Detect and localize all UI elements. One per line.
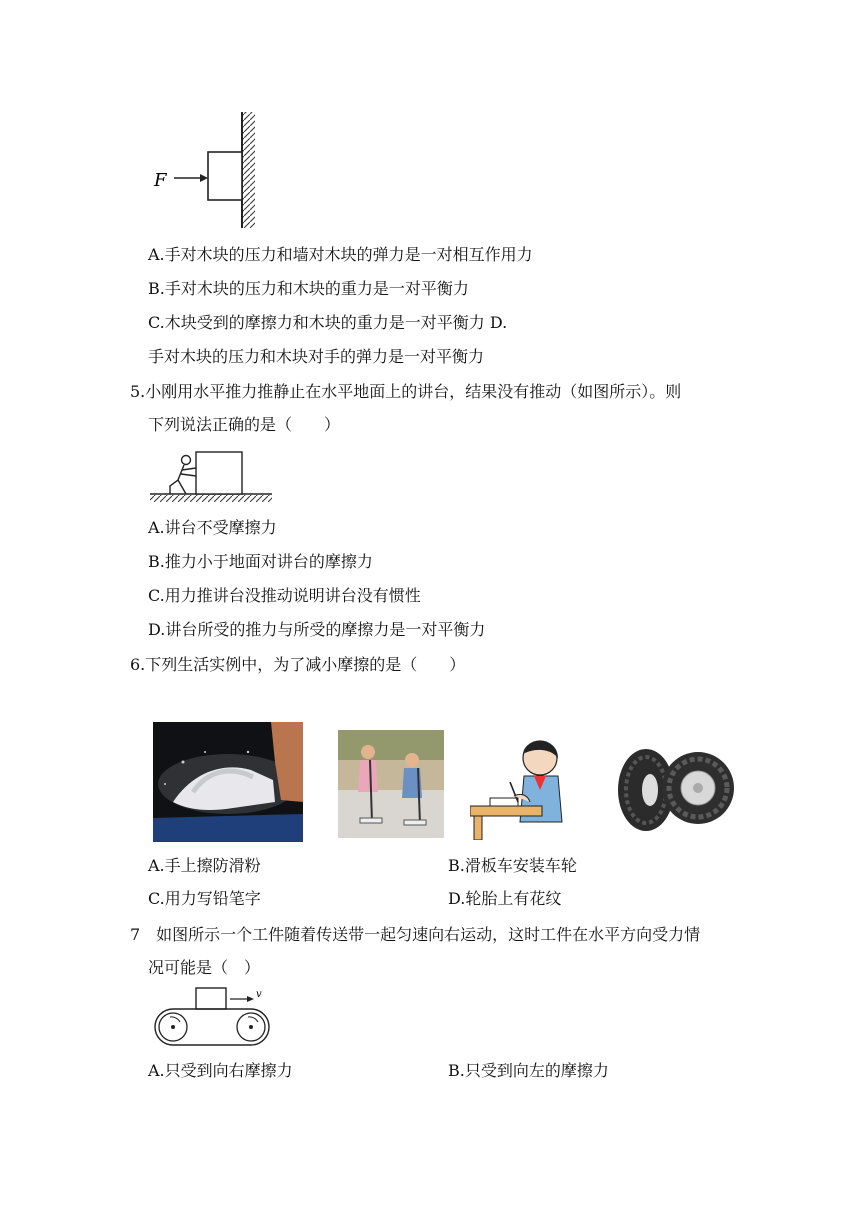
- q5-option-b: B.推力小于地面对讲台的摩擦力: [148, 552, 373, 571]
- q4-option-b: B.手对木块的压力和木块的重力是一对平衡力: [148, 279, 469, 298]
- q6-option-a: A.手上擦防滑粉: [148, 856, 261, 875]
- q4-option-a: A.手对木块的压力和墙对木块的弹力是一对相互作用力: [148, 245, 533, 264]
- force-label: F: [154, 170, 167, 191]
- q5-stem-line1: 5.小刚用水平推力推静止在水平地面上的讲台，结果没有推动（如图所示）。则: [130, 382, 682, 401]
- q5-option-a: A.讲台不受摩擦力: [148, 518, 277, 537]
- q5-stem-line2: 下列说法正确的是（ ）: [148, 415, 341, 434]
- conveyor-belt-figure: [148, 984, 278, 1050]
- q5-option-c: C.用力推讲台没推动说明讲台没有惯性: [148, 586, 421, 605]
- q7-option-a: A.只受到向右摩擦力: [148, 1061, 293, 1080]
- velocity-label: v: [256, 989, 262, 1000]
- chalk-hands-photo: [153, 722, 303, 842]
- q7-stem-line1: 7 如图所示一个工件随着传送带一起匀速向右运动，这时工件在水平方向受力情: [130, 925, 701, 944]
- q6-option-c: C.用力写铅笔字: [148, 889, 261, 908]
- pushing-lectern-figure: [148, 448, 274, 506]
- q4-option-d: 手对木块的压力和木块对手的弹力是一对平衡力: [148, 347, 485, 366]
- q6-option-d: D.轮胎上有花纹: [448, 889, 562, 908]
- q5-option-d: D.讲台所受的推力与所受的摩擦力是一对平衡力: [148, 620, 486, 639]
- q7-option-b: B.只受到向左的摩擦力: [448, 1061, 609, 1080]
- q7-stem-line2: 况可能是（ ）: [148, 958, 261, 977]
- tires-photo: [612, 746, 734, 832]
- block-wall-figure: [148, 108, 268, 232]
- scooter-kids-photo: [338, 730, 444, 838]
- q4-option-c: C.木块受到的摩擦力和木块的重力是一对平衡力 D.: [148, 313, 508, 332]
- writing-child-drawing: [470, 736, 586, 840]
- q6-option-b: B.滑板车安装车轮: [448, 856, 577, 875]
- q6-stem: 6.下列生活实例中，为了减小摩擦的是（ ）: [130, 655, 466, 674]
